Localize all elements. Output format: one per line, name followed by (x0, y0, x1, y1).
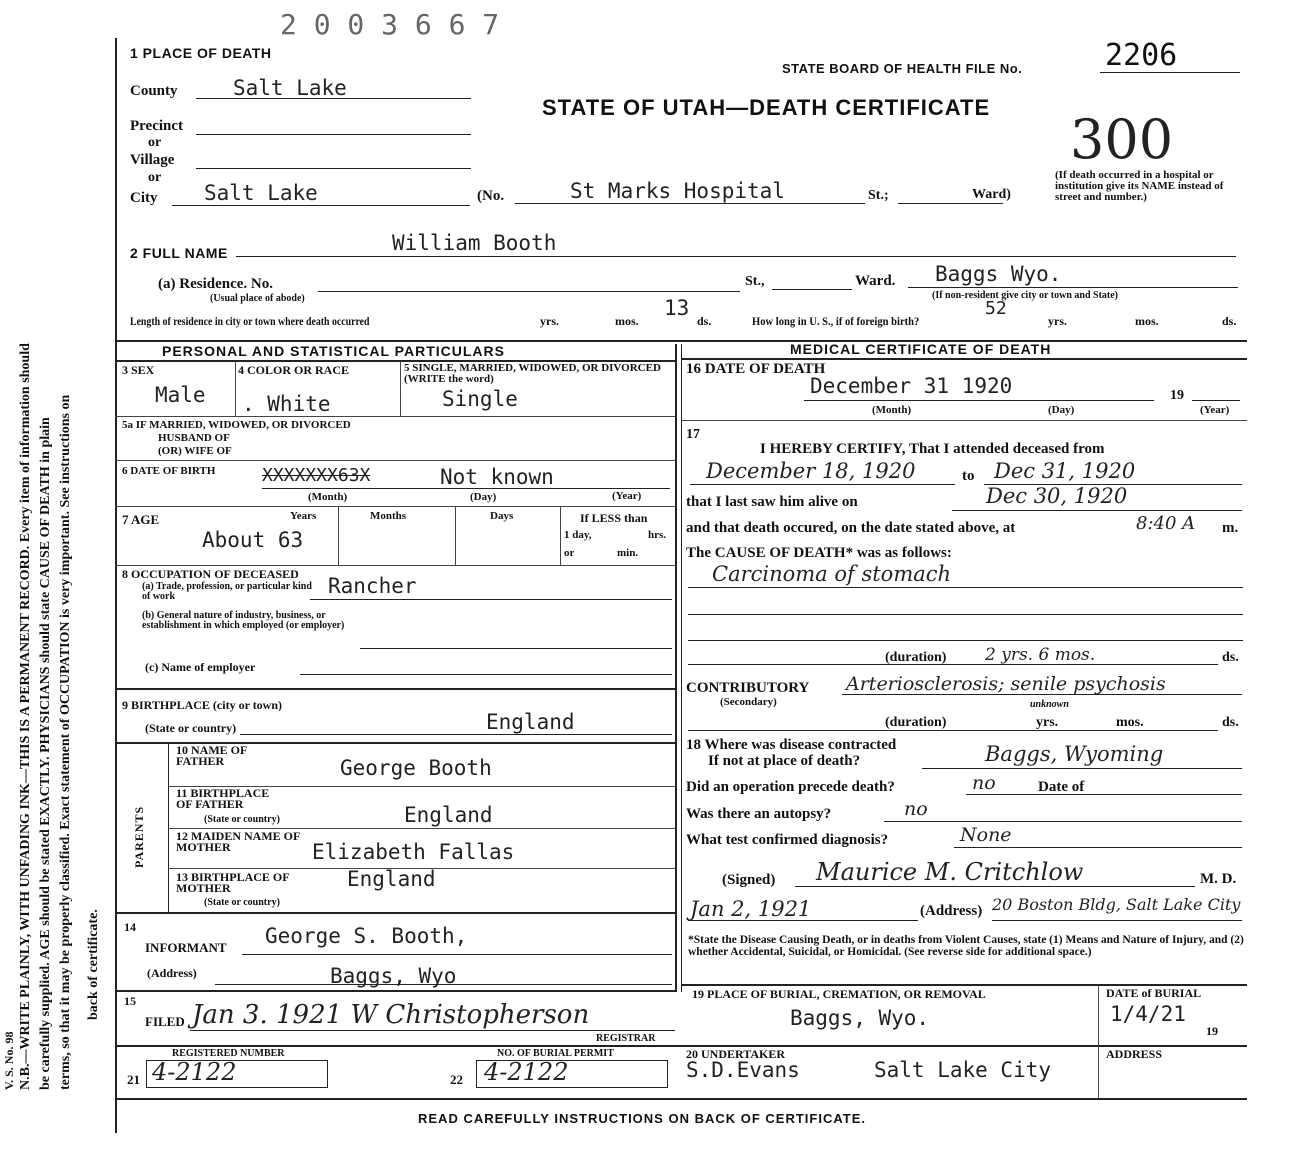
foreign-label: How long in U. S., if of foreign birth? (752, 314, 920, 328)
stamp-number: 2 0 0 3 6 6 7 (280, 8, 500, 41)
residence-st-label: St., (745, 274, 765, 289)
usual-abode-label: (Usual place of abode) (210, 293, 305, 304)
father-birthplace-label: 11 BIRTHPLACE OF FATHER (176, 786, 270, 811)
mother-birthplace-sub: (State or country) (204, 897, 280, 908)
medical-header: MEDICAL CERTIFICATE OF DEATH (790, 341, 1052, 357)
certificate-title: STATE OF UTAH—DEATH CERTIFICATE (542, 95, 991, 120)
m-label: m. (1222, 520, 1239, 536)
hospital-note: (If death occurred in a hospital or institution give its NAME instead of street and number.) (1055, 169, 1224, 203)
mother-birthplace-label: 13 BIRTHPLACE OF MOTHER (176, 870, 290, 895)
father-name-value: George Booth (340, 756, 492, 780)
dob-month-label: (Month) (308, 491, 348, 503)
month-label: (Month) (872, 404, 912, 416)
filed-value: Jan 3. 1921 W Christopherson (192, 1000, 590, 1030)
dob-year-label: (Year) (612, 490, 642, 502)
spouse-label-3: (OR) WIFE OF (158, 445, 232, 457)
dob-struck: XXXXXXX63X (262, 465, 371, 486)
spouse-label-1: 5a IF MARRIED, WIDOWED, OR DIVORCED (122, 419, 351, 431)
occupation-a-label: (a) Trade, profession, or particular kind of work (142, 581, 312, 602)
father-name-label: 10 NAME OF FATHER (176, 743, 247, 768)
length-residence-label: Length of residence in city or town where death occurred (130, 314, 370, 328)
duration-value: 2 yrs. 6 mos. (985, 645, 1096, 665)
operation-value: no (972, 772, 996, 794)
age-value: About 63 (202, 528, 304, 552)
age-days-label: Days (490, 510, 514, 522)
certify-text: I HEREBY CERTIFY, That I attended deceased from (760, 441, 1105, 457)
color-label: 4 COLOR OR RACE (238, 363, 350, 377)
length-days: 13 (664, 296, 690, 320)
unknown-note: unknown (1030, 699, 1069, 710)
birthplace-label: 9 BIRTHPLACE (city or town) (122, 698, 283, 712)
hrs-label: hrs. (648, 529, 667, 541)
foreign-yrs: yrs. (1048, 314, 1067, 328)
certify-number: 17 (686, 427, 700, 442)
city-value: Salt Lake (204, 181, 318, 205)
footer-instructions: READ CAREFULLY INSTRUCTIONS ON BACK OF CERTIFICATE. (418, 1111, 866, 1126)
burial-date-label: DATE of BURIAL (1106, 986, 1202, 1000)
duration2-label: (duration) (885, 715, 947, 730)
parents-label: PARENTS (132, 805, 146, 868)
contrib-ds: ds. (1222, 715, 1239, 730)
contrib-yrs: yrs. (1036, 715, 1059, 730)
permit-prefix: 22 (450, 1072, 463, 1087)
informant-label: INFORMANT (145, 940, 227, 955)
age-years-label: Years (290, 510, 317, 522)
secondary-label: (Secondary) (720, 696, 777, 708)
foreign-value: 52 (985, 298, 1007, 319)
occupation-b-label: (b) General nature of industry, business, or establishment in which employed (or employer) (142, 610, 345, 631)
contrib-mos: mos. (1116, 715, 1144, 730)
nonresident-note: (If non-resident give city or town and State) (932, 290, 1119, 301)
test-value: None (960, 824, 1012, 846)
burial-place-label: 19 PLACE OF BURIAL, CREMATION, OR REMOVAL (692, 987, 986, 1001)
dob-value: Not known (440, 465, 554, 489)
md-label: M. D. (1200, 871, 1237, 887)
sign-address-label: (Address) (920, 903, 983, 919)
informant-number: 14 (124, 920, 136, 934)
sign-address-value: 20 Boston Bldg, Salt Lake City (992, 895, 1241, 914)
color-value: . White (242, 392, 331, 416)
birthplace-value: England (486, 710, 575, 734)
marital-label: 5 SINGLE, MARRIED, WIDOWED, OR DIVORCED (WRITE the word) (404, 362, 661, 385)
autopsy-label: Was there an autopsy? (686, 806, 832, 822)
filed-label: FILED (145, 1014, 185, 1029)
informant-address-value: Baggs, Wyo (330, 964, 457, 988)
one-day-label: 1 day, (564, 529, 592, 541)
burial-address-label: ADDRESS (1106, 1047, 1163, 1061)
county-label: County (130, 83, 178, 99)
form-left-border (115, 38, 117, 1133)
full-name-label: 2 FULL NAME (130, 245, 228, 261)
hospital-value: St Marks Hospital (570, 179, 785, 203)
burial-date-value: 1/4/21 (1110, 1002, 1186, 1026)
age-label: 7 AGE (122, 512, 160, 527)
place-of-death-label: 1 PLACE OF DEATH (130, 45, 272, 61)
burial-place-value: Baggs, Wyo. (790, 1006, 930, 1030)
dob-label: 6 DATE OF BIRTH (122, 465, 216, 477)
contracted-value: Baggs, Wyoming (985, 742, 1164, 766)
not-at-place-label: If not at place of death? (708, 753, 861, 769)
father-birthplace-sub: (State or country) (204, 814, 280, 825)
sex-label: 3 SEX (122, 363, 155, 377)
mother-birthplace-value: England (347, 867, 436, 891)
attended-from: December 18, 1920 (706, 459, 916, 483)
undertaker-value: S.D.Evans (686, 1058, 800, 1082)
file-number: 2206 (1105, 38, 1178, 73)
margin-instructions-line4: back of certificate. (86, 909, 101, 1020)
sex-value: Male (155, 383, 206, 407)
year-label: (Year) (1200, 404, 1230, 416)
residence-label: (a) Residence. No. (158, 276, 273, 292)
occupation-label: 8 OCCUPATION OF DECEASED (122, 567, 299, 581)
death-time-label: and that death occured, on the date stated above, at (686, 520, 1016, 536)
less-than-label: If LESS than (580, 511, 648, 525)
operation-label: Did an operation precede death? (686, 779, 895, 795)
city-label: City (130, 190, 158, 206)
informant-value: George S. Booth, (265, 924, 468, 948)
or-label-1: or (148, 135, 162, 150)
undertaker-label: 20 UNDERTAKER (686, 1047, 786, 1061)
county-value: Salt Lake (233, 76, 347, 100)
to-label: to (962, 468, 975, 484)
duration-ds: ds. (1222, 650, 1239, 665)
burial-permit-label: NO. OF BURIAL PERMIT (497, 1048, 614, 1059)
duration-label: (duration) (885, 650, 947, 665)
handwritten-number: 300 (1070, 108, 1174, 171)
footnote: *State the Disease Causing Death, or in deaths from Violent Causes, state (1) Means and Nature of Injury, and (2) whether Accidental, Suicidal, or Homicidal. (See reverse side for additional space.) (688, 934, 1244, 958)
death-time-value: 8:40 A (1136, 513, 1196, 534)
date-of-label: Date of (1038, 779, 1085, 795)
age-months-label: Months (370, 510, 407, 522)
residence-ward-label: Ward. (855, 273, 896, 289)
contracted-label: 18 Where was disease contracted (686, 737, 897, 753)
ward-label: Ward) (972, 187, 1011, 202)
length-yrs: yrs. (540, 314, 559, 328)
last-saw-label: that I last saw him alive on (686, 494, 858, 510)
registered-number-value: 4-2122 (152, 1058, 237, 1086)
signed-value: Maurice M. Critchlow (816, 858, 1084, 886)
occupation-value: Rancher (328, 574, 417, 598)
permit-number-value: 4-2122 (484, 1058, 569, 1086)
attended-to: Dec 31, 1920 (994, 459, 1136, 483)
birthplace-state-label: (State or country) (145, 721, 237, 735)
foreign-mos: mos. (1135, 314, 1159, 328)
margin-instructions-line3: terms, so that it may be properly classified. Exact statement of OCCUPATION is very important. See instructions on (58, 394, 73, 1090)
date-of-death-label: 16 DATE OF DEATH (686, 361, 826, 377)
cause-label: The CAUSE OF DEATH* was as follows: (686, 545, 952, 561)
undertaker-city: Salt Lake City (874, 1058, 1052, 1082)
cause-value: Carcinoma of stomach (712, 562, 952, 586)
or-label: or (564, 547, 575, 559)
last-saw-value: Dec 30, 1920 (986, 484, 1128, 508)
full-name-value: William Booth (392, 231, 557, 255)
hospital-no-label: (No. (477, 188, 505, 204)
mother-name-label: 12 MAIDEN NAME OF MOTHER (176, 829, 300, 854)
or-label-2: or (148, 170, 162, 185)
signed-label: (Signed) (722, 872, 776, 888)
margin-instructions-line2: be carefully supplied. AGE should be stated EXACTLY. PHYSICIANS should state CAUSE OF DEATH in plain (38, 417, 53, 1090)
margin-instructions-line1: N.B.—WRITE PLAINLY, WITH UNFADING INK—THIS IS A PERMANENT RECORD. Every item of information should (18, 343, 33, 1090)
autopsy-value: no (904, 798, 928, 820)
occupation-c-label: (c) Name of employer (145, 660, 256, 674)
contributory-value: Arteriosclerosis; senile psychosis (846, 673, 1166, 695)
dob-day-label: (Day) (470, 491, 497, 503)
father-birthplace-value: England (404, 803, 493, 827)
sign-date-value: Jan 2, 1921 (690, 897, 812, 921)
mother-name-value: Elizabeth Fallas (312, 840, 515, 864)
length-ds: ds. (697, 314, 712, 328)
min-label: min. (617, 547, 639, 559)
date-19: 19 (1170, 388, 1184, 403)
spouse-label-2: HUSBAND OF (158, 432, 230, 444)
foreign-ds: ds. (1222, 314, 1237, 328)
village-label: Village (130, 152, 175, 168)
registered-number-label: REGISTERED NUMBER (172, 1048, 285, 1059)
precinct-label: Precinct (130, 118, 184, 134)
residence-value: Baggs Wyo. (935, 262, 1062, 286)
street-label: St.; (868, 188, 889, 203)
length-mos: mos. (615, 314, 639, 328)
contributory-label: CONTRIBUTORY (686, 680, 810, 696)
burial-19: 19 (1206, 1024, 1218, 1038)
test-label: What test confirmed diagnosis? (686, 832, 889, 848)
registrar-label: REGISTRAR (596, 1033, 656, 1044)
marital-value: Single (442, 387, 518, 411)
file-number-label: STATE BOARD OF HEALTH FILE No. (782, 61, 1023, 76)
day-label: (Day) (1048, 404, 1075, 416)
vs-number: V. S. No. 98 (2, 1031, 16, 1090)
filed-number: 15 (124, 994, 136, 1008)
registered-prefix: 21 (127, 1072, 140, 1087)
date-of-death-value: December 31 1920 (810, 374, 1013, 398)
informant-address-label: (Address) (147, 966, 197, 980)
personal-header: PERSONAL AND STATISTICAL PARTICULARS (162, 343, 505, 359)
